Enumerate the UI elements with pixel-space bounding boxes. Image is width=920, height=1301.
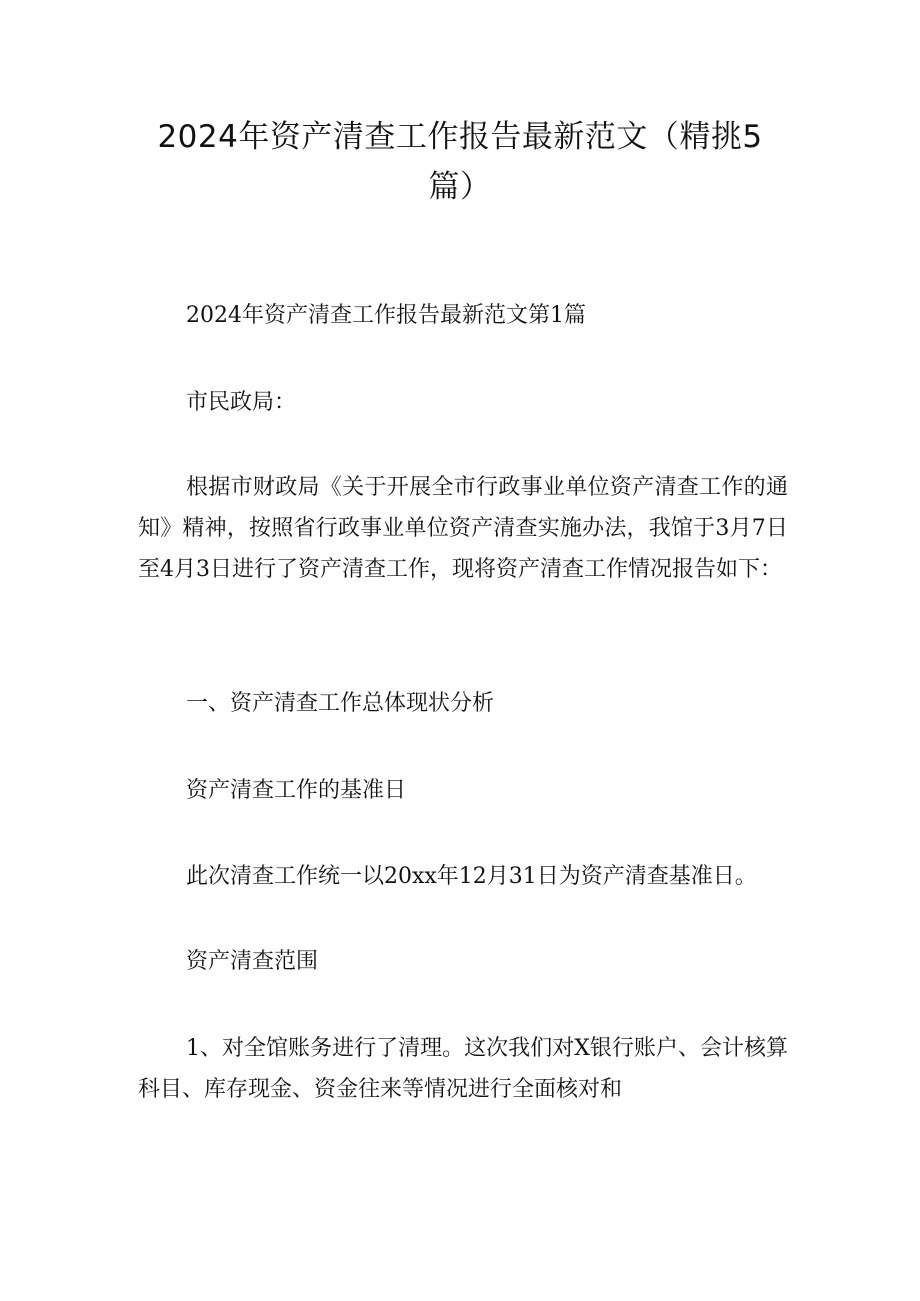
addressee-line: 市民政局： (186, 390, 297, 415)
document-title: 2024年资产清查工作报告最新范文（精挑5篇） (157, 119, 763, 205)
section-heading: 一、资产清查工作总体现状分析 (186, 691, 495, 716)
list-item-1: 1、对全馆账务进行了清理。这次我们对X银行账户、会计核算科目、库存现金、资金往来等情况进行全面核对和 (138, 1036, 788, 1102)
subheading-base-date: 资产清查工作的基准日 (186, 778, 407, 803)
subheading-scope: 资产清查范围 (186, 949, 319, 974)
base-date-paragraph: 此次清查工作统一以20xx年12月31日为资产清查基准日。 (186, 864, 757, 889)
intro-paragraph: 根据市财政局《关于开展全市行政事业单位资产清查工作的通知》精神，按照省行政事业单位资产清查实施办法，我馆于3月7日至4月3日进行了资产清查工作，现将资产清查工作情况报告如下： (138, 475, 788, 582)
article-subtitle: 2024年资产清查工作报告最新范文第1篇 (186, 303, 586, 328)
